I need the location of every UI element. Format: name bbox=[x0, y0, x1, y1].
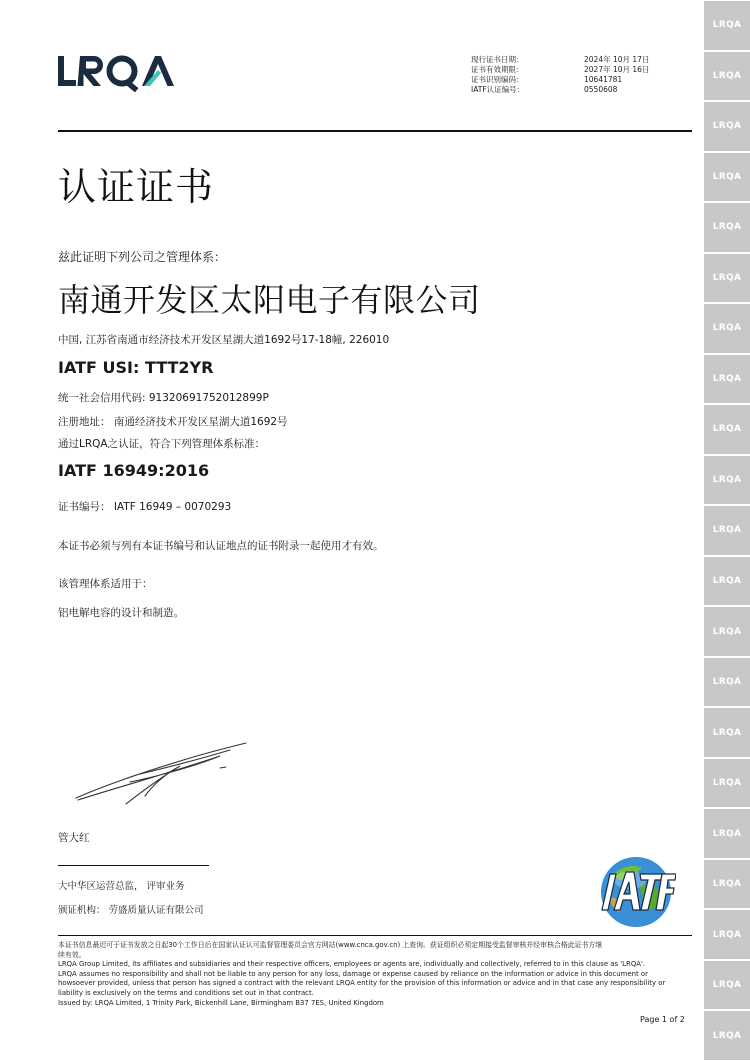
standard-name: IATF 16949:2016 bbox=[58, 461, 210, 480]
side-strip-tab: LRQA bbox=[704, 658, 750, 707]
signatory-title: 大中华区运营总监， 评审业务 bbox=[58, 881, 185, 892]
issuing-body: 颁证机构： 劳盛质量认证有限公司 bbox=[58, 905, 204, 916]
footer-line: Issued by: LRQA Limited, 1 Trinity Park, Bickenhill Lane, Birmingham B37 7ES, United Kingdom bbox=[58, 998, 384, 1007]
footer-line: howsoever provided, unless that person has signed a contract with the relevant LRQA entity for the provision of this information or advice and in that case any responsibility or bbox=[58, 979, 666, 988]
scope-label: 该管理体系适用于： bbox=[58, 578, 153, 590]
meta-label-identity-no: 证书识别编码： bbox=[471, 75, 524, 84]
side-brand-strip bbox=[702, 0, 750, 1061]
footer-divider bbox=[58, 935, 692, 936]
top-divider bbox=[58, 130, 692, 132]
iatf-usi: IATF USI: TTT2YR bbox=[58, 358, 214, 377]
side-strip-tab: LRQA bbox=[704, 961, 750, 1010]
side-strip-tab: LRQA bbox=[704, 153, 750, 202]
lrqa-logo bbox=[58, 52, 174, 92]
meta-value-identity-no: 10641781 bbox=[584, 75, 623, 84]
approval-statement: 通过LRQA之认证，符合下列管理体系标准： bbox=[58, 438, 266, 450]
meta-value-current-date: 2024年 10月 17日 bbox=[584, 55, 650, 64]
side-strip-tab: LRQA bbox=[704, 557, 750, 606]
iatf-logo bbox=[596, 852, 676, 932]
footer-line: 续有效。 bbox=[58, 950, 86, 959]
side-strip-tab: LRQA bbox=[704, 607, 750, 656]
meta-label-current-date: 现行证书日期： bbox=[471, 55, 524, 64]
signatory-name: 管大红 bbox=[58, 832, 90, 844]
side-strip-tab: LRQA bbox=[704, 355, 750, 404]
meta-value-iatf-no: 0550608 bbox=[584, 85, 618, 94]
certificate-title: 认证证书 bbox=[58, 165, 215, 209]
side-strip-tab: LRQA bbox=[704, 809, 750, 858]
scope-text: 铝电解电容的设计和制造。 bbox=[58, 607, 184, 619]
credit-code: 统一社会信用代码: 91320691752012899P bbox=[58, 392, 269, 404]
company-address: 中国, 江苏省南通市经济技术开发区星湖大道1692号17-18幢, 226010 bbox=[58, 334, 390, 346]
side-strip-tab: LRQA bbox=[704, 254, 750, 303]
side-strip-tab: LRQA bbox=[704, 304, 750, 353]
side-strip-tab: LRQA bbox=[704, 1, 750, 50]
footer-line: 本证书信息最迟可于证书发放之日起30个工作日后在国家认证认可监督管理委员会官方网站(www.cnca.gov.cn) 上查询。获证组织必须定期接受监督审核并经审核合格此证书方继 bbox=[58, 941, 603, 949]
attestation-text: 兹此证明下列公司之管理体系： bbox=[58, 250, 227, 264]
side-strip-tab: LRQA bbox=[704, 910, 750, 959]
side-strip-tab: LRQA bbox=[704, 708, 750, 757]
certificate-number: 证书编号： IATF 16949 – 0070293 bbox=[58, 501, 232, 513]
side-strip-tab: LRQA bbox=[704, 456, 750, 505]
side-strip-tab: LRQA bbox=[704, 102, 750, 151]
certificate-meta-values bbox=[584, 55, 649, 95]
side-strip-tab: LRQA bbox=[704, 860, 750, 909]
certificate-meta-labels bbox=[471, 55, 524, 95]
side-strip-tab: LRQA bbox=[704, 52, 750, 101]
footer-disclaimer bbox=[58, 941, 692, 1008]
meta-label-expiry-date: 证书有效期限： bbox=[471, 65, 524, 74]
side-strip-tab: LRQA bbox=[704, 1011, 750, 1060]
side-strip-tab: LRQA bbox=[704, 405, 750, 454]
company-name: 南通开发区太阳电子有限公司 bbox=[58, 281, 481, 319]
meta-value-expiry-date: 2027年 10月 16日 bbox=[584, 65, 650, 74]
validity-note: 本证书必须与列有本证书编号和认证地点的证书附录一起使用才有效。 bbox=[58, 540, 384, 552]
registered-address: 注册地址： 南通经济技术开发区星湖大道1692号 bbox=[58, 416, 288, 428]
footer-line: liability is exclusively on the terms and conditions set out in that contract. bbox=[58, 988, 314, 997]
signature-rule bbox=[58, 865, 209, 866]
footer-line: LRQA Group Limited, its affiliates and subsidiaries and their respective officers, employees or agents are, individually and collectively, referred to in this clause as 'LRQA'. bbox=[58, 960, 646, 969]
side-strip-tab: LRQA bbox=[704, 759, 750, 808]
page-number: Page 1 of 2 bbox=[640, 1015, 685, 1024]
footer-line: LRQA assumes no responsibility and shall not be liable to any person for any loss, damage or expense caused by reliance on the information or advice in this document or bbox=[58, 969, 648, 978]
signature bbox=[70, 738, 255, 808]
side-strip-tab: LRQA bbox=[704, 506, 750, 555]
side-strip-tab: LRQA bbox=[704, 203, 750, 252]
meta-label-iatf-no: IATF认证编号： bbox=[471, 85, 525, 94]
